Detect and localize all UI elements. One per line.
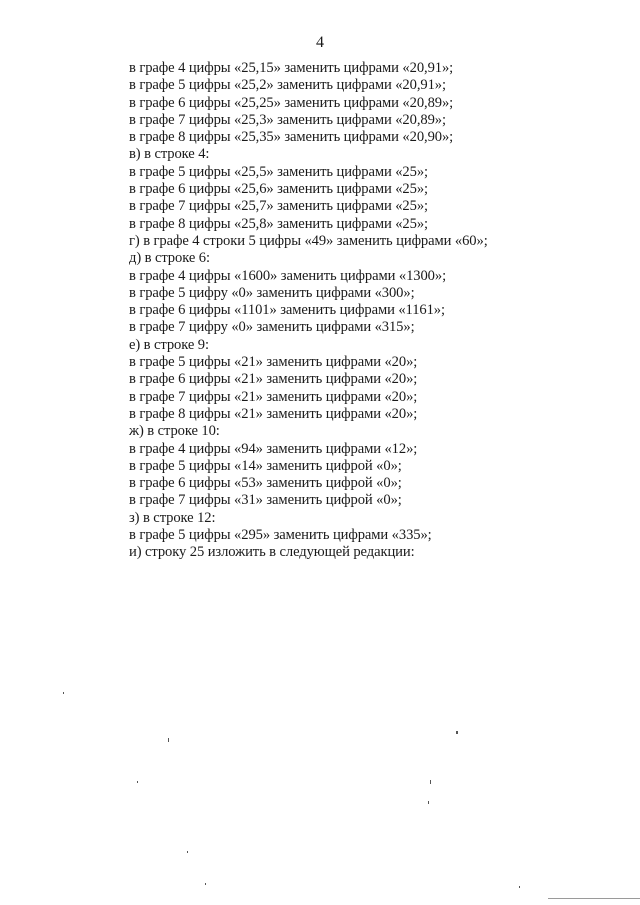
text-line: в) в строке 4:	[129, 146, 210, 163]
text-line: в графе 5 цифры «21» заменить цифрами «20»;	[129, 354, 418, 371]
scan-speck	[205, 883, 206, 885]
scan-speck	[63, 692, 64, 694]
text-line: г) в графе 4 строки 5 цифры «49» заменить цифрами «60»;	[129, 232, 488, 249]
text-line: в графе 7 цифры «21» заменить цифрами «20»;	[129, 388, 418, 405]
text-line: в графе 4 цифры «94» заменить цифрами «12»;	[129, 440, 418, 457]
page-number: 4	[316, 34, 324, 51]
text-line: в графе 7 цифры «25,3» заменить цифрами «20,89»;	[129, 111, 446, 128]
scan-speck	[519, 886, 520, 888]
text-line: в графе 6 цифры «25,25» заменить цифрами «20,89»;	[129, 94, 454, 111]
text-line: в графе 7 цифры «31» заменить цифрой «0»;	[129, 492, 402, 509]
text-line: и) строку 25 изложить в следующей редакции:	[129, 544, 415, 561]
scan-speck	[168, 738, 169, 742]
scan-line	[548, 898, 640, 899]
scan-speck	[187, 851, 188, 853]
text-line: д) в строке 6:	[129, 250, 210, 267]
scan-speck	[428, 801, 429, 804]
scan-speck	[456, 731, 458, 734]
text-line: в графе 5 цифры «295» заменить цифрами «335»;	[129, 527, 432, 544]
text-line: в графе 8 цифры «25,35» заменить цифрами «20,90»;	[129, 129, 454, 146]
text-line: в графе 5 цифры «25,2» заменить цифрами «20,91»;	[129, 77, 446, 94]
text-line: в графе 6 цифры «1101» заменить цифрами «1161»;	[129, 302, 445, 319]
text-line: в графе 6 цифры «25,6» заменить цифрами «25»;	[129, 181, 428, 198]
text-line: в графе 6 цифры «21» заменить цифрами «20»;	[129, 371, 418, 388]
text-line: в графе 8 цифры «21» заменить цифрами «20»;	[129, 405, 418, 422]
scan-speck	[137, 781, 138, 783]
text-line: в графе 5 цифры «14» заменить цифрой «0»;	[129, 457, 402, 474]
text-line: в графе 5 цифру «0» заменить цифрами «300»;	[129, 284, 415, 301]
text-line: в графе 8 цифры «25,8» заменить цифрами «25»;	[129, 215, 428, 232]
text-line: з) в строке 12:	[129, 509, 216, 526]
text-line: в графе 4 цифры «1600» заменить цифрами «1300»;	[129, 267, 447, 284]
document-body	[129, 60, 589, 562]
scan-speck	[430, 780, 431, 784]
text-line: в графе 7 цифры «25,7» заменить цифрами «25»;	[129, 198, 428, 215]
text-line: ж) в строке 10:	[129, 423, 220, 440]
text-line: в графе 7 цифру «0» заменить цифрами «315»;	[129, 319, 415, 336]
text-line: в графе 4 цифры «25,15» заменить цифрами «20,91»;	[129, 60, 454, 76]
text-line: в графе 5 цифры «25,5» заменить цифрами «25»;	[129, 163, 428, 180]
text-line: е) в строке 9:	[129, 336, 209, 353]
text-line: в графе 6 цифры «53» заменить цифрой «0»;	[129, 475, 402, 492]
